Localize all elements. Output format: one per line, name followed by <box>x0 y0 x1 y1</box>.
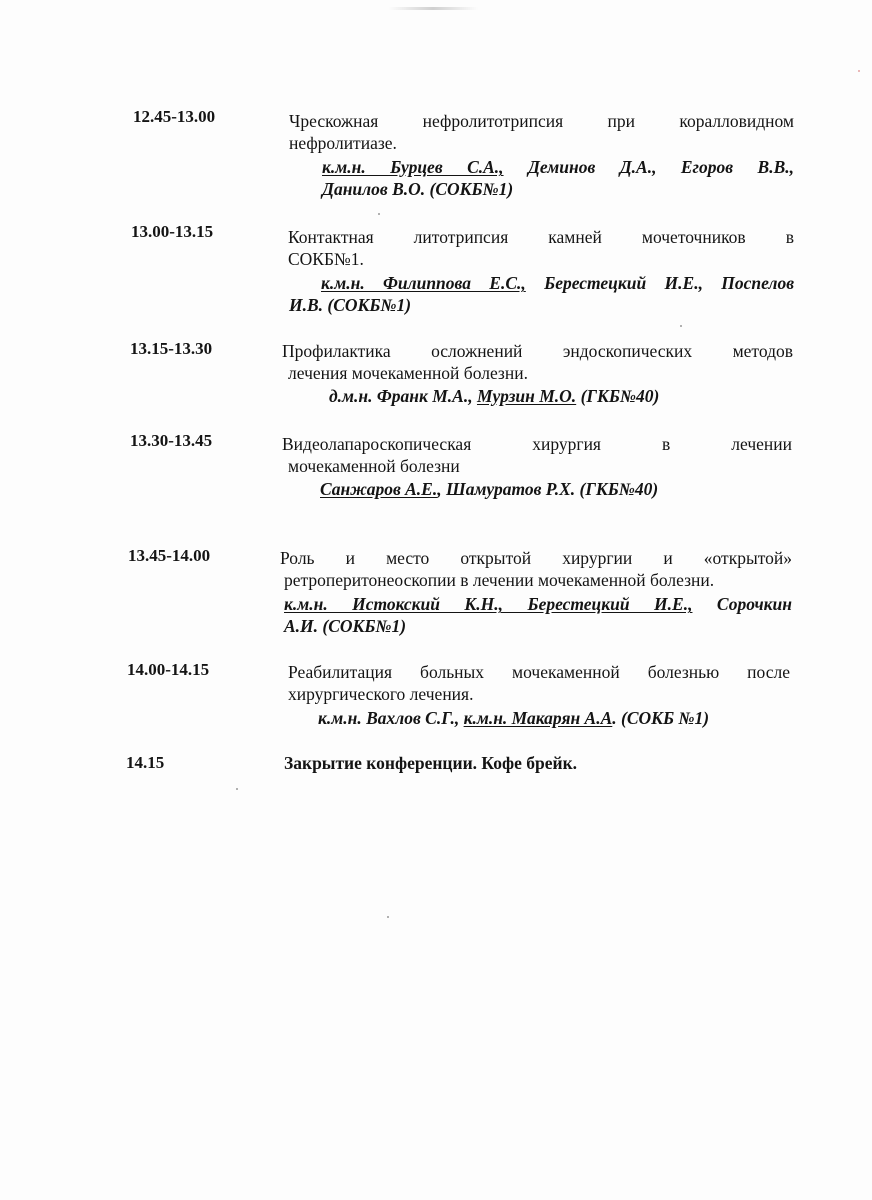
entry-topic: Реабилитация больных мочекаменной болезнью после хирургического лечения. <box>288 662 790 704</box>
entry-time: 14.00-14.15 <box>127 660 210 679</box>
entry-authors: к.м.н. Вахлов С.Г., к.м.н. Макарян А.А. (СОКБ №1) <box>318 708 710 728</box>
scan-artifact <box>378 213 380 215</box>
scan-artifact <box>388 7 478 10</box>
entry-topic: Профилактика осложнений эндоскопических методов лечения мочекаменной болезни. <box>282 341 793 383</box>
entry-topic: Контактная литотрипсия камней мочеточников в СОКБ№1. <box>288 227 794 269</box>
entry-time: 13.45-14.00 <box>128 546 211 565</box>
closing-text: Закрытие конференции. Кофе брейк. <box>284 753 578 773</box>
entry-topic: Роль и место открытой хирургии и «открытой» ретроперитонеоскопии в лечении мочекаменной болезни. <box>280 548 792 590</box>
entry-authors: к.м.н. Истокский К.Н., Берестецкий И.Е., Сорочкин А.И. (СОКБ№1) <box>284 594 793 636</box>
closing-time: 14.15 <box>126 753 165 772</box>
entry-authors: к.м.н. Бурцев С.А., Деминов Д.А., Егоров В.В., Данилов В.О. (СОКБ№1) <box>322 157 794 199</box>
entry-topic: Чрескожная нефролитотрипсия при коралловидном нефролитиазе. <box>289 111 794 153</box>
scan-artifact <box>680 325 682 327</box>
scan-artifact <box>858 70 860 72</box>
scan-artifact <box>236 788 238 790</box>
entry-authors: к.м.н. Филиппова Е.С., Берестецкий И.Е., Поспелов И.В. (СОКБ№1) <box>289 273 795 315</box>
entry-time: 12.45-13.00 <box>133 107 216 126</box>
entry-authors: Санжаров А.Е., Шамуратов Р.Х. (ГКБ№40) <box>320 479 659 499</box>
entry-time: 13.30-13.45 <box>130 431 213 450</box>
entry-time: 13.15-13.30 <box>130 339 213 358</box>
scan-artifact <box>387 916 389 918</box>
entry-time: 13.00-13.15 <box>131 222 214 241</box>
entry-authors: д.м.н. Франк М.А., Мурзин М.О. (ГКБ№40) <box>329 386 660 406</box>
entry-topic: Видеолапароскопическая хирургия в лечении мочекаменной болезни <box>282 434 792 476</box>
